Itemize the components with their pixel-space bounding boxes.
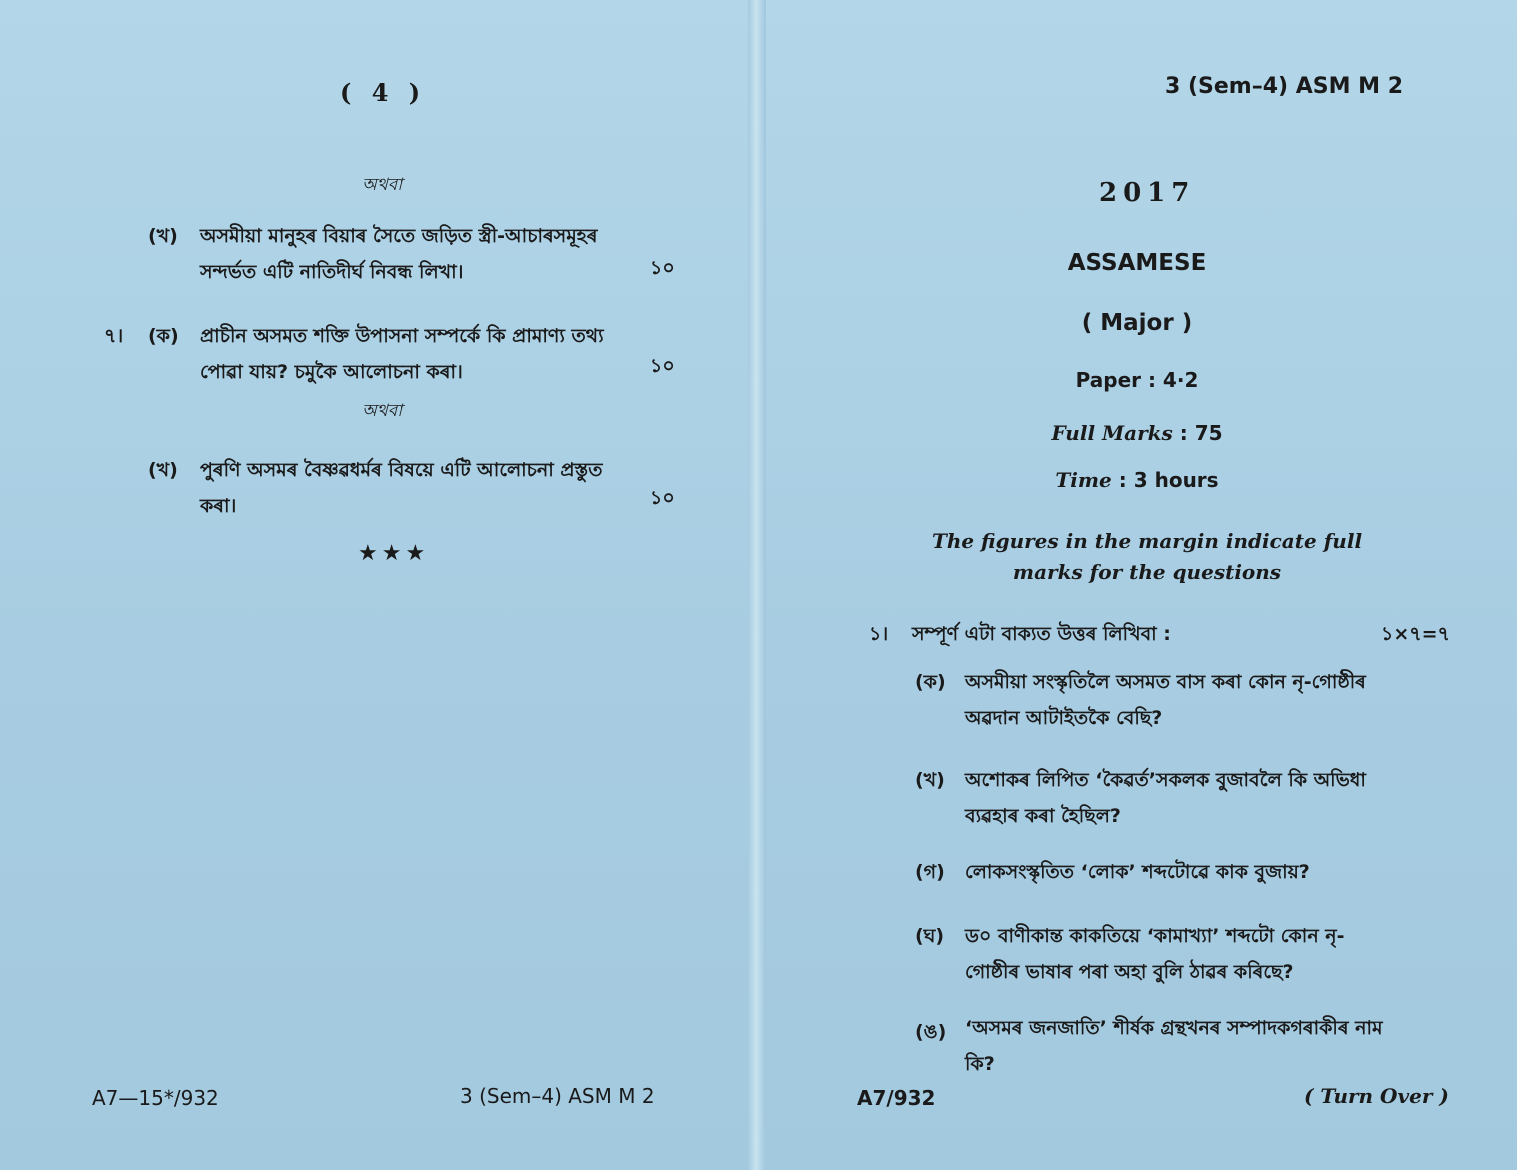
subject-title: ASSAMESE xyxy=(1067,250,1207,276)
sub-question-text: লোকসংস্কৃতিত ‘লোক’ শব্দটোৱে কাক বুজায়? xyxy=(965,861,1310,883)
question-text: পুৰণি অসমৰ বৈষ্ণৱধৰ্মৰ বিষয়ে এটি আলোচনা প্ৰস্তুত কৰা। xyxy=(200,459,603,517)
question-marks: ১×৭=৭ xyxy=(1381,623,1450,645)
sub-question-text: অসমীয়া সংস্কৃতিলৈ অসমত বাস কৰা কোন নৃ-গোষ্ঠীৰ অৱদান আটাইতকৈ বেছি? xyxy=(965,671,1366,729)
question-marks: ১০ xyxy=(650,355,675,377)
footer-paper-code: 3 (Sem–4) ASM M 2 xyxy=(460,1084,655,1108)
question-label: (ক) xyxy=(148,325,179,347)
exam-year: 2017 xyxy=(1099,178,1196,208)
end-marker: ★★★ xyxy=(358,541,430,566)
question-marks: ১০ xyxy=(650,487,675,509)
question-text: অসমীয়া মানুহৰ বিয়াৰ সৈতে জড়িত স্ত্ৰী-আচাৰসমূহৰ সন্দৰ্ভত এটি নাতিদীৰ্ঘ নিবন্ধ লিখা। xyxy=(200,225,598,283)
full-marks xyxy=(757,421,1517,445)
full-marks-value: : 75 xyxy=(1179,421,1223,445)
time-label: Time xyxy=(1055,468,1112,492)
time-value: : 3 hours xyxy=(1118,468,1219,492)
footer-code: A7—15*/932 xyxy=(92,1086,219,1110)
page-number: ( 4 ) xyxy=(340,78,427,107)
question-number: ১। xyxy=(869,623,889,645)
left-page xyxy=(0,0,757,1170)
instruction-text: The figures in the margin indicate full marks for the questions xyxy=(931,529,1363,584)
question-text: প্ৰাচীন অসমত শক্তি উপাসনা সম্পৰ্কে কি প্ৰামাণ্য তথ্য পোৱা যায়? চমুকৈ আলোচনা কৰা। xyxy=(200,325,604,383)
full-marks-label: Full Marks xyxy=(1051,421,1173,445)
question-label: (খ) xyxy=(148,225,178,247)
sub-question-text: ‘অসমৰ জনজাতি’ শীৰ্ষক গ্ৰন্থখনৰ সম্পাদকগৰাকীৰ নাম কি? xyxy=(965,1017,1383,1075)
sub-question-label: (গ) xyxy=(915,861,945,883)
paper-type: ( Major ) xyxy=(1081,310,1193,336)
sub-question-label: (ক) xyxy=(915,671,946,693)
or-label: অথবা xyxy=(362,175,403,195)
question-text: সম্পূৰ্ণ এটা বাক্যত উত্তৰ লিখিবা : xyxy=(912,623,1171,645)
footer-code: A7/932 xyxy=(857,1086,936,1110)
exam-time xyxy=(757,468,1517,492)
question-label: (খ) xyxy=(148,459,178,481)
paper-code: 3 (Sem–4) ASM M 2 xyxy=(1165,74,1404,99)
sub-question-label: (খ) xyxy=(915,769,945,791)
turn-over-label: ( Turn Over ) xyxy=(1304,1084,1449,1108)
sub-question-label: (ঙ) xyxy=(915,1021,947,1043)
page-fold xyxy=(748,0,766,1170)
sub-question-text: ড০ বাণীকান্ত কাকতিয়ে ‘কামাখ্যা’ শব্দটো কোন নৃ-গোষ্ঠীৰ ভাষাৰ পৰা অহা বুলি ঠাৱৰ কৰিছে? xyxy=(965,925,1345,983)
right-page xyxy=(757,0,1517,1170)
question-number: ৭। xyxy=(104,325,124,347)
sub-question-text: অশোকৰ লিপিত ‘কৈৱৰ্ত’সকলক বুজাবলৈ কি অভিধা ব্যৱহাৰ কৰা হৈছিল? xyxy=(965,769,1366,827)
sub-question-label: (ঘ) xyxy=(915,925,945,947)
paper-number: Paper : 4·2 xyxy=(1075,368,1199,392)
or-label: অথবা xyxy=(362,401,403,421)
question-marks: ১০ xyxy=(650,257,675,279)
